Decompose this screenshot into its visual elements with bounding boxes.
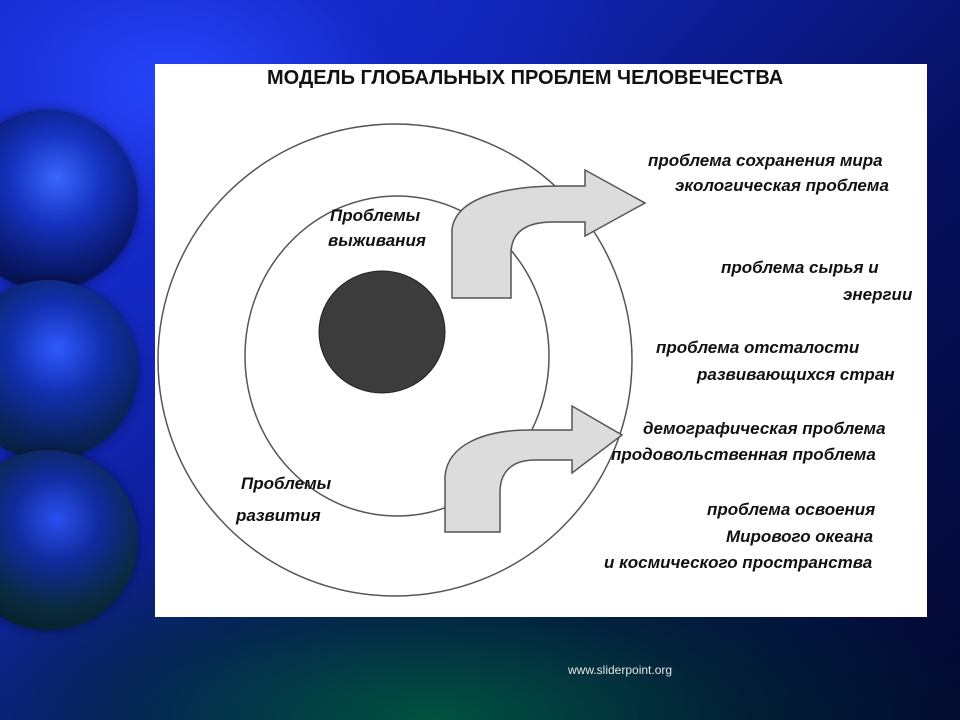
- problem-food: продовольственная проблема: [611, 445, 876, 464]
- problem-ocean-space-line3: и космического пространства: [604, 553, 873, 572]
- problem-backwardness-line1: проблема отсталости: [656, 338, 860, 357]
- problem-ocean-space-line2: Мирового океана: [726, 527, 874, 546]
- problem-resources-line2: энергии: [843, 285, 913, 304]
- problem-peace: проблема сохранения мира: [648, 151, 883, 170]
- decorative-sphere-middle: [0, 280, 138, 460]
- survival-problems-label-line1: Проблемы: [330, 206, 421, 225]
- diagram-title: МОДЕЛЬ ГЛОБАЛЬНЫХ ПРОБЛЕМ ЧЕЛОВЕЧЕСТВА: [267, 67, 784, 89]
- problem-ecology: экологическая проблема: [675, 176, 889, 195]
- problem-backwardness-line2: развивающихся стран: [697, 365, 895, 384]
- problem-ocean-space-line1: проблема освоения: [707, 500, 876, 519]
- core-circle: [319, 271, 445, 393]
- footer-url: www.sliderpoint.org: [568, 663, 673, 677]
- decorative-sphere-top: [0, 110, 138, 290]
- arrow-upper: [452, 170, 645, 298]
- diagram-panel: [155, 64, 927, 617]
- problem-resources-line1: проблема сырья и: [721, 258, 879, 277]
- development-problems-label-line1: Проблемы: [241, 474, 332, 493]
- problem-demography: демографическая проблема: [643, 419, 886, 438]
- development-problems-label-line2: развития: [236, 506, 321, 525]
- survival-problems-label-line2: выживания: [328, 231, 426, 250]
- decorative-sphere-bottom: [0, 450, 138, 630]
